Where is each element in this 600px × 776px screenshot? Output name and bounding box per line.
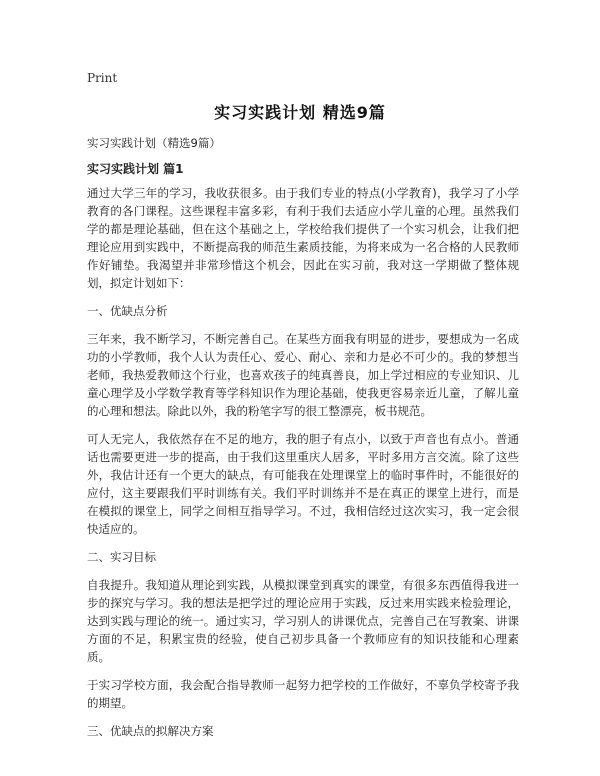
print-link[interactable]: Print [87,71,118,85]
paragraph: 三年来，我不断学习，不断完善自己。在某些方面我有明显的进步，要想成为一名成功的小学教师，我个人认为责任心、爱心、耐心、亲和力是必不可少的。我的梦想当老师，我热爱教师这个行业，也喜欢孩子的纯真善良，加上学过相应的专业知识、儿童心理学及小学数学教育等学科知识作为理论基础，使我更容易亲近儿童，了解儿童的心理和想法。除此以外，我的粉笔字写的很工整漂亮，板书规范。 [87,332,519,418]
document-body [87,134,519,750]
paragraph: 于实习学校方面，我会配合指导教师一起努力把学校的工作做好，不辜负学校寄予我的期望。 [87,678,519,710]
subheading: 三、优缺点的拟解决方案 [87,724,214,738]
paragraph: 通过大学三年的学习，我收获很多。由于我们专业的特点(小学教育)，我学习了小学教育的各门课程。这些课程丰富多彩，有利于我们去适应小学儿童的心理。虽然我们学的都是理论基础，但在这个基础之上，学校给我们提供了一个实习机会，让我们把理论应用到实践中，不断提高我的师范生素质技能，为将来成为一名合格的人民教师作好铺垫。我渴望并非常珍惜这个机会，因此在实习前，我对这一学期做了整体规划，拟定计划如下： [87,186,519,290]
document-title: 实习实践计划 精选9篇 [214,103,386,122]
paragraph: 自我提升。我知道从理论到实践，从模拟课堂到真实的课堂，有很多东西值得我进一步的探究与学习。我的想法是把学过的理论应用于实践，反过来用实践来检验理论，达到实践与理论的统一。通过实习，学习别人的讲课优点，完善自己在写教案、讲课方面的不足，积累宝贵的经验，使自己初步具备一个教师应有的知识技能和心理素质。 [87,578,519,664]
subheading: 二、实习目标 [87,550,156,564]
paragraph: 可人无完人，我依然存在不足的地方，我的胆子有点小，以致于声音也有点小。普通话也需要更进一步的提高，由于我们这里重庆人居多，平时多用方言交流。除了这些外，我估计还有一个更大的缺点，有可能我在处理课堂上的临时事件时，不能很好的应付，这主要跟我们平时训练有关。我们平时训练并不是在真正的课堂上进行，而是在模拟的课堂上，同学之间相互指导学习。不过，我相信经过这次实习，我一定会很快适应的。 [87,432,519,536]
section-title: 实习实践计划 篇1 [87,162,184,176]
document-subtitle: 实习实践计划（精选9篇） [87,136,221,150]
subheading: 一、优缺点分析 [87,304,168,318]
